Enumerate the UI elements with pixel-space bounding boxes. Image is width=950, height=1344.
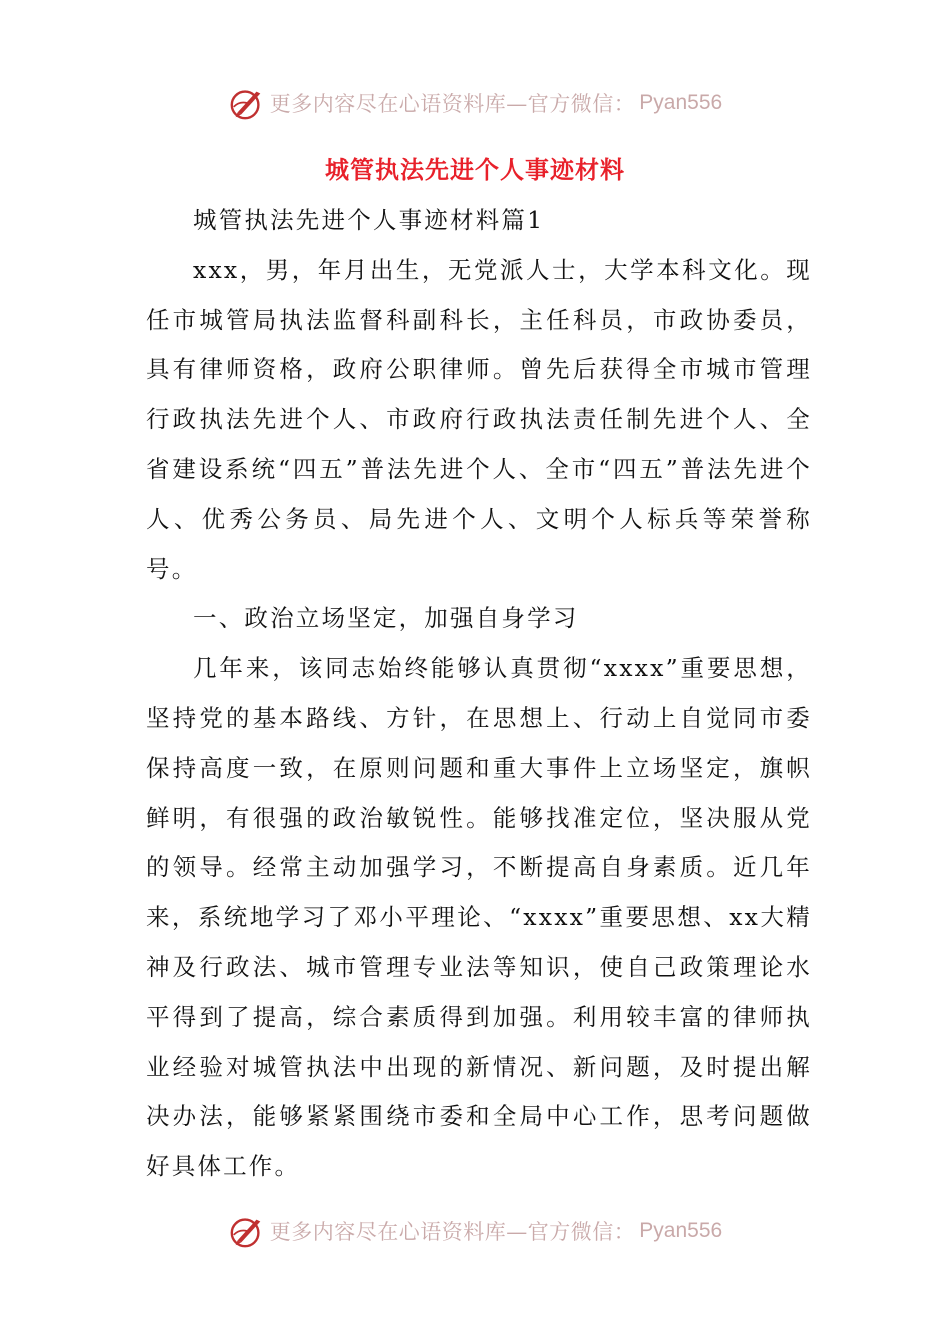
document-title: 城管执法先进个人事迹材料 (325, 155, 625, 184)
watermark-banner-top (0, 79, 950, 127)
pen-logo-icon (228, 84, 266, 122)
section-heading: 一、政治立场坚定，加强自身学习 (193, 604, 579, 633)
pen-logo-icon (228, 1212, 266, 1250)
paragraph: xxx，男，年月出生，无党派人士，大学本科文化。现任市城管局执法监督科副科长，主任科员，市政协委员，具有律师资格，政府公职律师。曾先后获得全市城市管理行政执法先进个人、市政府行政执法责任制先进个人、全省建设系统“四五”普法先进个人、全市“四五”普法先进个人、优秀公务员、局先进个人、文明个人标兵等荣誉称号。 (146, 255, 812, 583)
subtitle: 城管执法先进个人事迹材料篇1 (193, 206, 545, 234)
watermark-text: 更多内容尽在心语资料库—官方微信： (269, 92, 636, 116)
watermark-banner-bottom (0, 1207, 950, 1255)
watermark-wechat-id: Pyan556 (639, 1219, 723, 1242)
document-body (146, 196, 812, 1192)
watermark-wechat-id: Pyan556 (639, 91, 723, 114)
paragraph: 几年来，该同志始终能够认真贯彻“xxxx”重要思想，坚持党的基本路线、方针，在思想上、行动上自觉同市委保持高度一致，在原则问题和重大事件上立场坚定，旗帜鲜明，有很强的政治敏锐性。能够找准定位，坚决服从党的领导。经常主动加强学习，不断提高自身素质。近几年来，系统地学习了邓小平理论、“xxxx”重要思想、xx大精神及行政法、城市管理专业法等知识，使自己政策理论水平得到了提高，综合素质得到加强。利用较丰富的律师执业经验对城管执法中出现的新情况、新问题，及时提出解决办法，能够紧紧围绕市委和全局中心工作，思考问题做好具体工作。 (146, 654, 812, 1181)
watermark-text: 更多内容尽在心语资料库—官方微信： (269, 1220, 636, 1244)
